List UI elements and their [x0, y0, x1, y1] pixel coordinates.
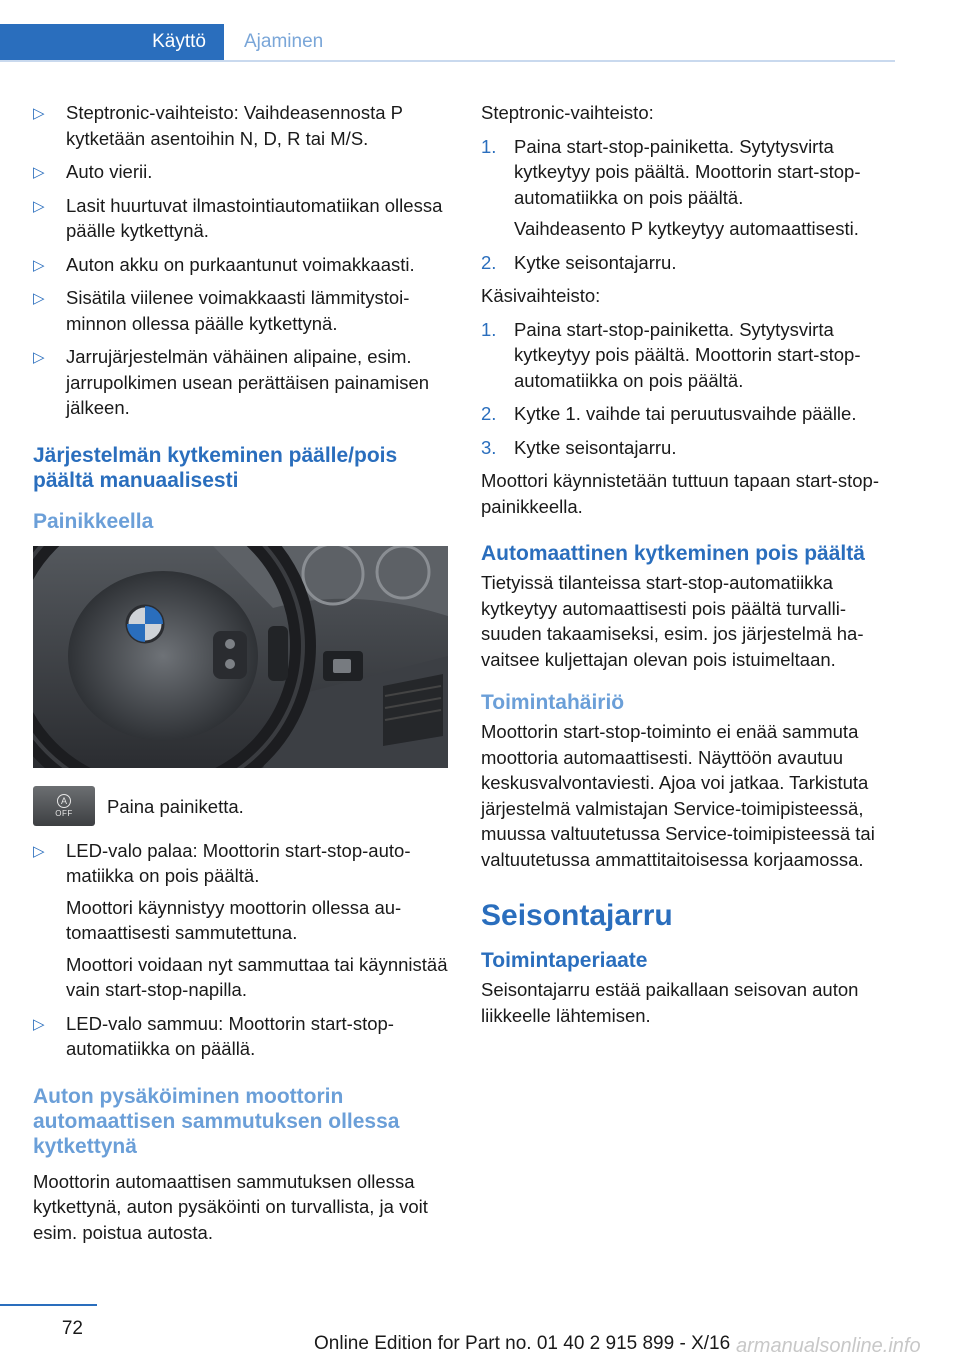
steptronic-steps [481, 134, 899, 276]
parking-text: Moottorin automaattisen sammutuksen ollessa kytkettynä, auton pysäköinti on turvallista, ja voit esim. poistua autosta. [33, 1170, 428, 1243]
triangle-bullet-icon: ▷ [33, 105, 45, 122]
led-status-list [33, 838, 448, 1062]
list-item: 2. Kytke 1. vaihde tai peruutusvaihde päälle. [481, 403, 857, 424]
footer-divider [0, 1304, 97, 1306]
press-button-text: Paina painiketta. [107, 795, 244, 817]
tab-kaytto[interactable]: Käyttö [0, 24, 224, 60]
triangle-bullet-icon: ▷ [33, 197, 45, 215]
off-label: OFF [55, 808, 73, 818]
list-item: 1. Paina start-stop-painiketta. Sytytysvirta kytkeytyy pois päältä. Moottorin start-stop-automatiikka on pois päältä. [481, 318, 861, 391]
manual-label: Käsivaihteisto: [481, 285, 601, 306]
watermark: armanualsonline.info [736, 1335, 921, 1357]
page-number: 72 [61, 1318, 83, 1339]
list-item: ▷ Lasit huurtuvat ilmastointiautomatiikan ollessa päälle kytkettynä. [33, 194, 443, 241]
restart-text: Moottori käynnistetään tuttuun tapaan start-stop-painikkeella. [481, 470, 879, 517]
steering-wheel-dashboard-image [33, 546, 448, 768]
triangle-bullet-icon: ▷ [33, 256, 45, 274]
heading-manual-toggle: Järjestelmän kytkeminen päälle/pois päältä manuaalisesti [33, 443, 398, 492]
heading-malfunction: Toimintahäiriö [481, 691, 625, 714]
list-item: 3. Kytke seisontajarru. [481, 436, 677, 458]
list-item: ▷ Auton akku on purkaantunut voimakkaasti. [33, 252, 448, 278]
list-item: ▷ LED-valo palaa: Moottorin start-stop-automatiikka on pois päältä. Moottori käynnistyy moottorin ollessa automaattisesti sammutettuna. Moottori voidaan nyt sammuttaa tai käynnistää vain start-stop-napilla. [33, 839, 448, 1000]
heading-with-button: Painikkeella [33, 509, 154, 533]
heading-parking-brake: Seisontajarru [481, 899, 673, 932]
header-divider [0, 60, 895, 62]
triangle-bullet-icon: ▷ [33, 1015, 45, 1033]
list-item: ▷ Auto vierii. [33, 159, 448, 185]
heading-parking: Auton pysäköiminen moottorin automaattisen sammutuksen ollessa kytkettynä [33, 1084, 400, 1158]
list-item: ▷ Jarrujärjestelmän vähäinen alipaine, esim. jarrupolkimen usean perättäisen painamisen jälkeen. [33, 346, 430, 418]
dashboard-illustration [33, 546, 448, 768]
heading-principle: Toimintaperiaate [481, 949, 648, 972]
malfunction-text: Moottorin start-stop-toiminto ei enää sammuta moottoria automaattisesti. Näyttöön avautuu keskusvalvontaviesti. Ajoa voi jatkaa. Tarkistuta järjestelmä valmistajan Service-toimipisteessä, muussa valtuutetussa Service-toimipisteessä tai valtuutetussa ammattitaitoisessa korjaamossa. [481, 721, 875, 870]
manual-steps [481, 317, 899, 461]
header-tabbar [0, 0, 895, 62]
left-column [33, 100, 448, 1245]
steptronic-label: Steptronic-vaihteisto: [481, 102, 654, 123]
start-stop-off-button-image [33, 786, 95, 826]
edition-info: Online Edition for Part no. 01 40 2 915 899 - X/16 [314, 1333, 731, 1354]
list-item: ▷ LED-valo sammuu: Moottorin start-stop-automatiikka on päällä. [33, 1012, 394, 1059]
list-item: 2. Kytke seisontajarru. [481, 251, 677, 273]
list-item: ▷ Steptronic-vaihteisto: Vaihdeasennosta P kytketään asentoihin N, D, R tai M/S. [33, 102, 403, 149]
triangle-bullet-icon: ▷ [33, 164, 45, 181]
conditions-list [33, 100, 448, 421]
principle-text: Seisontajarru estää paikallaan seisovan auton liikkeelle lähtemisen. [481, 979, 859, 1026]
list-item: ▷ Sisätila viilenee voimakkaasti lämmitystoiminnon ollessa päälle kytkettynä. [33, 287, 410, 334]
heading-auto-off: Automaattinen kytkeminen pois päältä [481, 542, 865, 565]
tab-ajaminen[interactable]: Ajaminen [244, 31, 324, 52]
triangle-bullet-icon: ▷ [33, 842, 45, 860]
auto-start-stop-icon: A [57, 794, 71, 808]
list-item: 1. Paina start-stop-painiketta. Sytytysvirta kytkeytyy pois päältä. Moottorin start-stop-automatiikka on pois päältä. Vaihdeasento P kytkeytyy automaattisesti. [481, 135, 861, 239]
auto-off-text: Tietyissä tilanteissa start-stop-automatiikka kytkeytyy automaattisesti pois päältä turvallisuuden takaamiseksi, esim. jos järjestelmä havaitsee kuljettajan olevan pois istuimeltaan. [481, 572, 864, 670]
right-column [481, 100, 899, 1036]
triangle-bullet-icon: ▷ [33, 290, 45, 307]
button-description-row [33, 784, 448, 826]
triangle-bullet-icon: ▷ [33, 349, 45, 366]
